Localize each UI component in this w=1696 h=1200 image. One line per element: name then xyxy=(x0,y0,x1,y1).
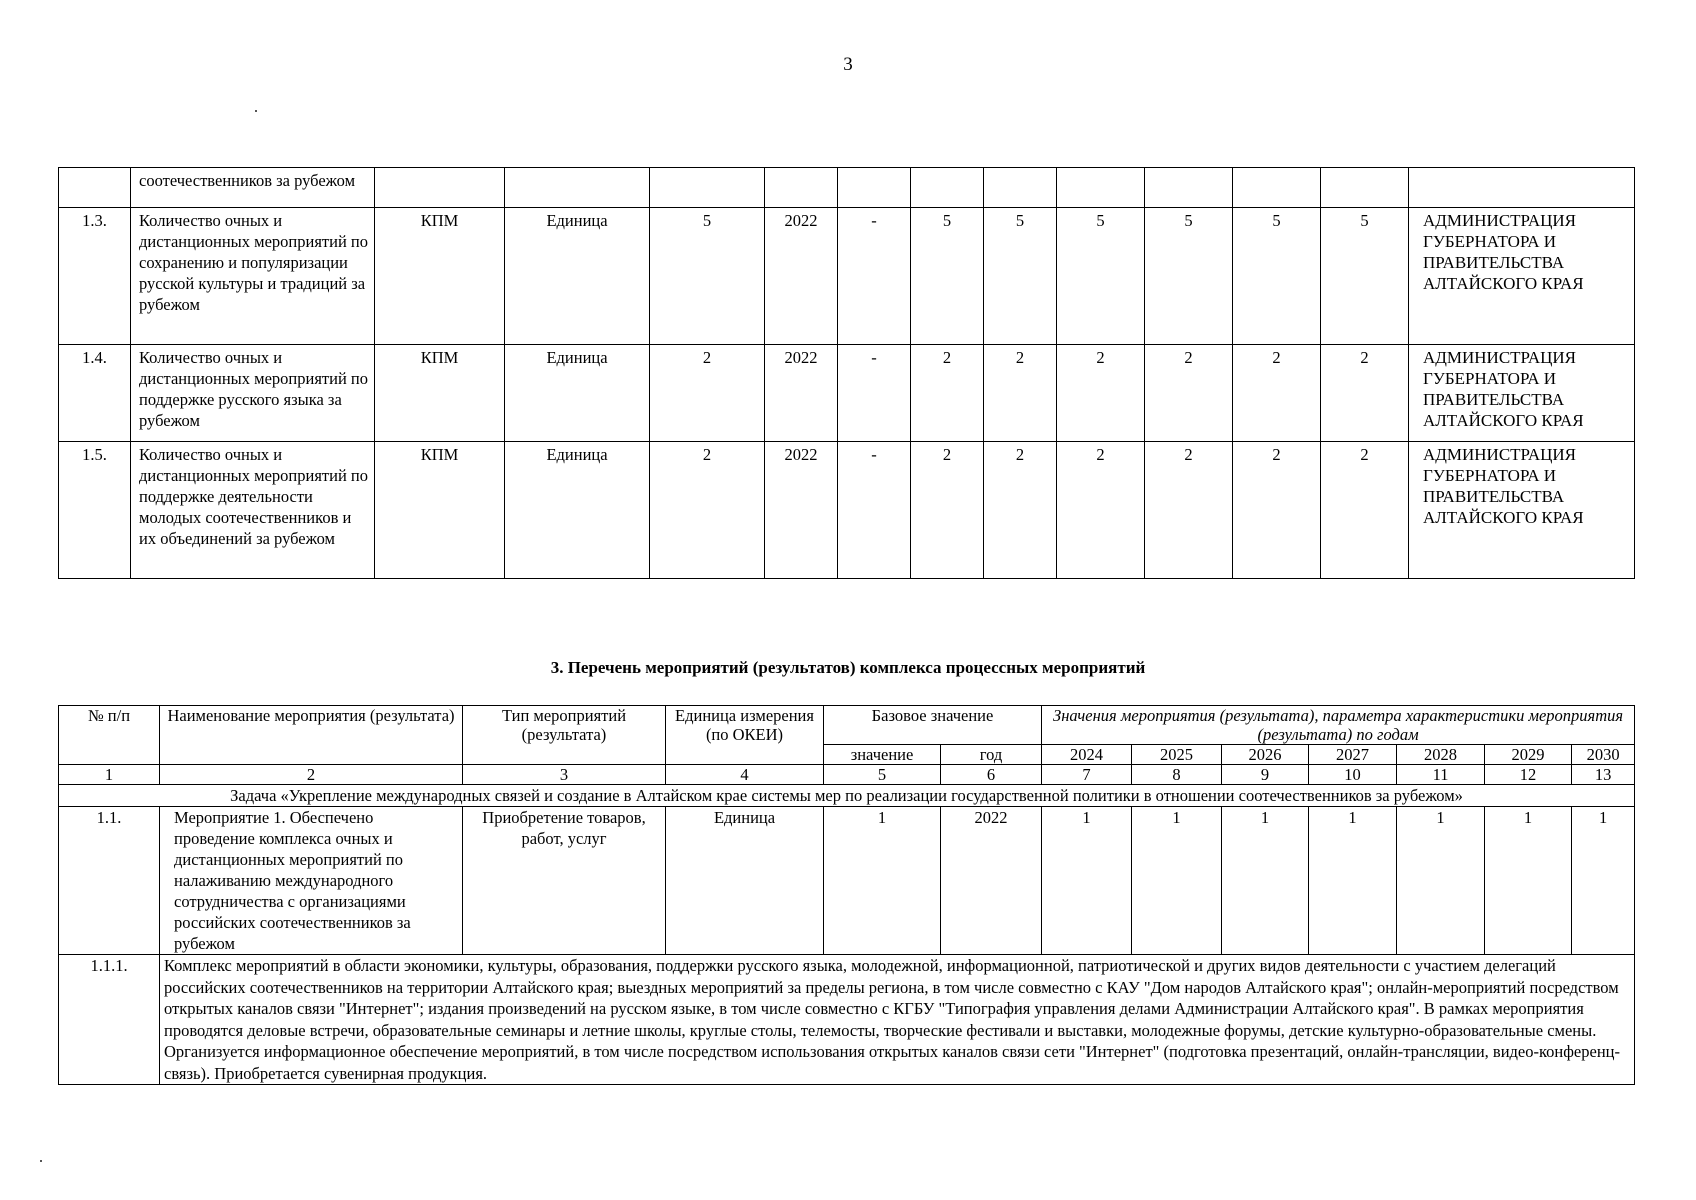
header-year: 2024 xyxy=(1042,745,1132,765)
cell-base-year: 2022 xyxy=(765,208,838,345)
cell-type: Приобретение товаров, работ, услуг xyxy=(463,807,666,955)
column-number: 12 xyxy=(1485,765,1572,785)
cell-base-value: 1 xyxy=(824,807,941,955)
cell-name: Количество очных и дистанционных мероприятий по сохранению и популяризации русской культуры и традиций за рубежом xyxy=(131,208,375,345)
cell-name: соотечественников за рубежом xyxy=(131,168,375,208)
table-row xyxy=(59,168,1635,208)
scan-speck xyxy=(255,110,257,112)
cell-c9: 2 xyxy=(984,442,1057,579)
cell-c13 xyxy=(1321,168,1409,208)
cell-name: Количество очных и дистанционных мероприятий по поддержке деятельности молодых соотечественников и их объединений за рубежом xyxy=(131,442,375,579)
header-type: Тип мероприятий (результата) xyxy=(463,706,666,765)
cell-c11: 2 xyxy=(1145,442,1233,579)
column-number: 2 xyxy=(160,765,463,785)
cell-year-value: 1 xyxy=(1222,807,1309,955)
column-number: 11 xyxy=(1397,765,1485,785)
cell-name: Количество очных и дистанционных мероприятий по поддержке русского языка за рубежом xyxy=(131,345,375,442)
cell-responsible xyxy=(1409,168,1635,208)
cell-c8: 2 xyxy=(911,442,984,579)
table-row xyxy=(59,442,1635,579)
header-year: 2030 xyxy=(1572,745,1635,765)
cell-base-year xyxy=(765,168,838,208)
cell-unit xyxy=(505,168,650,208)
cell-c12: 2 xyxy=(1233,345,1321,442)
cell-c8: 5 xyxy=(911,208,984,345)
cell-c7: - xyxy=(838,345,911,442)
header-year: 2027 xyxy=(1309,745,1397,765)
cell-responsible: АДМИНИСТРАЦИЯ ГУБЕРНАТОРА И ПРАВИТЕЛЬСТВА АЛТАЙСКОГО КРАЯ xyxy=(1409,442,1635,579)
table-row xyxy=(59,345,1635,442)
header-base-year: год xyxy=(941,745,1042,765)
cell-base-value: 2 xyxy=(650,442,765,579)
cell-type: КПМ xyxy=(375,208,505,345)
cell-c13: 2 xyxy=(1321,345,1409,442)
header-base-value: значение xyxy=(824,745,941,765)
cell-num xyxy=(59,168,131,208)
cell-unit: Единица xyxy=(505,345,650,442)
cell-c10: 2 xyxy=(1057,345,1145,442)
header-base: Базовое значение xyxy=(824,706,1042,745)
header-num: № п/п xyxy=(59,706,160,765)
header-unit: Единица измерения (по ОКЕИ) xyxy=(666,706,824,765)
task-text: Задача «Укрепление международных связей и создание в Алтайском крае системы мер по реализации государственной политики в отношении соотечественников за рубежом» xyxy=(59,785,1635,807)
header-year: 2026 xyxy=(1222,745,1309,765)
row-num: 1.1.1. xyxy=(59,955,160,1085)
column-number: 13 xyxy=(1572,765,1635,785)
table-row xyxy=(59,955,1635,1085)
column-number: 1 xyxy=(59,765,160,785)
column-number: 4 xyxy=(666,765,824,785)
cell-c12: 2 xyxy=(1233,442,1321,579)
cell-year-value: 1 xyxy=(1132,807,1222,955)
column-numbers-row xyxy=(59,765,1635,785)
cell-year-value: 1 xyxy=(1572,807,1635,955)
column-number: 5 xyxy=(824,765,941,785)
activities-table xyxy=(58,705,1635,1085)
cell-year-value: 1 xyxy=(1042,807,1132,955)
cell-c10: 5 xyxy=(1057,208,1145,345)
table-row xyxy=(59,208,1635,345)
cell-year-value: 1 xyxy=(1397,807,1485,955)
cell-c13: 2 xyxy=(1321,442,1409,579)
cell-c7 xyxy=(838,168,911,208)
cell-type: КПМ xyxy=(375,345,505,442)
cell-base-value xyxy=(650,168,765,208)
cell-c9: 2 xyxy=(984,345,1057,442)
cell-base-year: 2022 xyxy=(765,442,838,579)
cell-unit: Единица xyxy=(505,208,650,345)
cell-type: КПМ xyxy=(375,442,505,579)
table-row xyxy=(59,807,1635,955)
cell-unit: Единица xyxy=(666,807,824,955)
cell-c8: 2 xyxy=(911,345,984,442)
scan-speck xyxy=(40,1160,42,1162)
header-row xyxy=(59,706,1635,745)
cell-responsible: АДМИНИСТРАЦИЯ ГУБЕРНАТОРА И ПРАВИТЕЛЬСТВА АЛТАЙСКОГО КРАЯ xyxy=(1409,345,1635,442)
task-row xyxy=(59,785,1635,807)
cell-c9 xyxy=(984,168,1057,208)
cell-c11 xyxy=(1145,168,1233,208)
cell-c13: 5 xyxy=(1321,208,1409,345)
cell-year-value: 1 xyxy=(1309,807,1397,955)
cell-base-value: 5 xyxy=(650,208,765,345)
cell-num: 1.4. xyxy=(59,345,131,442)
cell-c10 xyxy=(1057,168,1145,208)
indicators-table xyxy=(58,167,1635,579)
cell-type xyxy=(375,168,505,208)
cell-base-year: 2022 xyxy=(941,807,1042,955)
cell-name: Мероприятие 1. Обеспечено проведение комплекса очных и дистанционных мероприятий по налаживанию международного сотрудничества с организациями российских соотечественников за рубежом xyxy=(160,807,463,955)
column-number: 6 xyxy=(941,765,1042,785)
section-title: 3. Перечень мероприятий (результатов) комплекса процессных мероприятий xyxy=(550,658,1146,677)
cell-c11: 5 xyxy=(1145,208,1233,345)
header-year: 2025 xyxy=(1132,745,1222,765)
page-number: 3 xyxy=(843,54,853,75)
header-year: 2028 xyxy=(1397,745,1485,765)
column-number: 10 xyxy=(1309,765,1397,785)
cell-c12 xyxy=(1233,168,1321,208)
cell-c9: 5 xyxy=(984,208,1057,345)
cell-c7: - xyxy=(838,442,911,579)
cell-c11: 2 xyxy=(1145,345,1233,442)
column-number: 3 xyxy=(463,765,666,785)
column-number: 8 xyxy=(1132,765,1222,785)
cell-c12: 5 xyxy=(1233,208,1321,345)
header-values: Значения мероприятия (результата), параметра характеристики мероприятия (результата) по годам xyxy=(1042,706,1635,745)
header-year: 2029 xyxy=(1485,745,1572,765)
cell-year-value: 1 xyxy=(1485,807,1572,955)
column-number: 9 xyxy=(1222,765,1309,785)
cell-base-value: 2 xyxy=(650,345,765,442)
cell-num: 1.3. xyxy=(59,208,131,345)
row-description: Комплекс мероприятий в области экономики, культуры, образования, поддержки русского языка, молодежной, информационной, патриотической и других видов деятельности с участием делегаций российских соотечественников на территории Алтайского края; выездных мероприятий за пределы региона, в том числе совместно с КАУ "Дом народов Алтайского края"; онлайн-мероприятий посредством открытых каналов связи "Интернет"; издания произведений на русском языке, в том числе совместно с КГБУ "Типография управления делами Администрации Алтайского края". В рамках мероприятия проводятся деловые встречи, образовательные семинары и летние школы, круглые столы, телемосты, творческие фестивали и выставки, молодежные форумы, детские культурно-образовательные смены. Организуется информационное обеспечение мероприятий, в том числе посредством использования открытых каналов связи сети "Интернет" (подготовка презентаций, онлайн-трансляции, видео-конференц-связь). Приобретается сувенирная продукция. xyxy=(160,955,1635,1085)
cell-num: 1.5. xyxy=(59,442,131,579)
cell-c10: 2 xyxy=(1057,442,1145,579)
cell-unit: Единица xyxy=(505,442,650,579)
column-number: 7 xyxy=(1042,765,1132,785)
header-name: Наименование мероприятия (результата) xyxy=(160,706,463,765)
cell-c7: - xyxy=(838,208,911,345)
cell-base-year: 2022 xyxy=(765,345,838,442)
cell-responsible: АДМИНИСТРАЦИЯ ГУБЕРНАТОРА И ПРАВИТЕЛЬСТВА АЛТАЙСКОГО КРАЯ xyxy=(1409,208,1635,345)
cell-c8 xyxy=(911,168,984,208)
cell-num: 1.1. xyxy=(59,807,160,955)
